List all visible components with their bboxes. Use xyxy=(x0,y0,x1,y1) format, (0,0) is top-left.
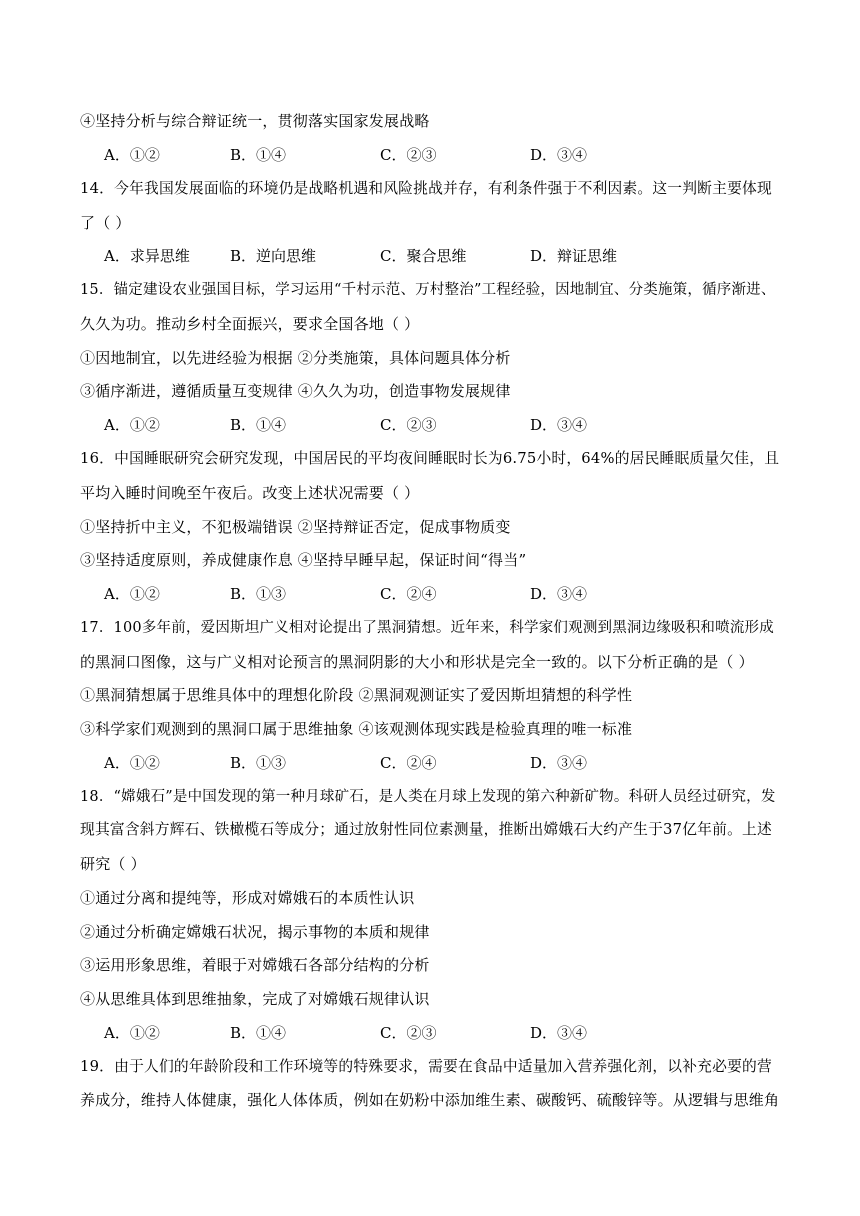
q15-stem-line-2: 久久为功。推动乡村全面振兴，要求全国各地（ ） xyxy=(80,315,420,333)
q16-stem-line-1: 16．中国睡眠研究会研究发现，中国居民的平均夜间睡眠时长为6.75小时，64%的居民睡眠质量欠佳，且 xyxy=(80,450,780,467)
q18-statement-2: ②通过分析确定嫦娥石状况，揭示事物的本质和规律 xyxy=(80,923,430,941)
q18-option-a: A．①② xyxy=(104,1024,160,1042)
q16-statements-3-4: ③坚持适度原则，养成健康作息 ④坚持早睡早起，保证时间“得当” xyxy=(80,551,527,569)
q16-option-a: A．①② xyxy=(104,585,160,603)
q17-stem-line-2: 的黑洞口图像，这与广义相对论预言的黑洞阴影的大小和形状是完全一致的。以下分析正确的是（ ） xyxy=(80,653,754,671)
q18-statement-1: ①通过分离和提纯等，形成对嫦娥石的本质性认识 xyxy=(80,889,415,907)
q13-option-a: A．①② xyxy=(104,146,160,164)
q16-option-d: D．③④ xyxy=(530,585,588,603)
q17-option-a: A．①② xyxy=(104,754,160,772)
q17-statements-3-4: ③科学家们观测到的黑洞口属于思维抽象 ④该观测体现实践是检验真理的唯一标准 xyxy=(80,720,633,738)
q15-stem-line-1: 15．锚定建设农业强国目标，学习运用“千村示范、万村整治”工程经验，因地制宜、分类施策，循序渐进、 xyxy=(80,282,776,298)
q13-option-c: C．②③ xyxy=(380,146,437,164)
q16-option-b: B．①③ xyxy=(230,585,287,603)
q18-option-b: B．①④ xyxy=(230,1024,287,1042)
q16-option-c: C．②④ xyxy=(380,585,437,603)
q17-option-c: C．②④ xyxy=(380,754,437,772)
q14-option-a: A．求异思维 xyxy=(104,247,190,265)
q13-option-b: B．①④ xyxy=(230,146,287,164)
q14-stem-line-2: 了（ ） xyxy=(80,214,131,232)
q19-stem-line-2: 养成分，维持人体健康，强化人体体质，例如在奶粉中添加维生素、碳酸钙、硫酸锌等。从逻辑与思维角 xyxy=(80,1091,780,1109)
q14-stem-line-1: 14．今年我国发展面临的环境仍是战略机遇和风险挑战并存，有利条件强于不利因素。这一判断主要体现 xyxy=(80,180,772,197)
q17-statements-1-2: ①黑洞猜想属于思维具体中的理想化阶段 ②黑洞观测证实了爱因斯坦猜想的科学性 xyxy=(80,686,633,704)
q15-statements-1-2: ①因地制宜，以先进经验为根据 ②分类施策，具体问题具体分析 xyxy=(80,349,511,367)
q17-stem-line-1: 17．100多年前，爱因斯坦广义相对论提出了黑洞猜想。近年来，科学家们观测到黑洞边缘吸积和喷流形成 xyxy=(80,620,774,636)
q18-statement-4: ④从思维具体到思维抽象，完成了对嫦娥石规律认识 xyxy=(80,990,430,1008)
q19-stem-line-1: 19．由于人们的年龄阶段和工作环境等的特殊要求，需要在食品中适量加入营养强化剂，以补充必要的营 xyxy=(80,1058,772,1075)
q16-stem-line-2: 平均入睡时间晚至午夜后。改变上述状况需要（ ） xyxy=(80,484,420,502)
q17-option-d: D．③④ xyxy=(530,754,588,772)
q18-stem-line-3: 研究（ ） xyxy=(80,855,146,873)
q15-option-c: C．②③ xyxy=(380,416,437,434)
q15-option-b: B．①④ xyxy=(230,416,287,434)
q13-statement-4: ④坚持分析与综合辩证统一，贯彻落实国家发展战略 xyxy=(80,112,430,130)
q18-stem-line-1: 18．“嫦娥石”是中国发现的第一种月球矿石，是人类在月球上发现的第六种新矿物。科研人员经过研究，发 xyxy=(80,789,776,805)
q16-statements-1-2: ①坚持折中主义，不犯极端错误 ②坚持辩证否定，促成事物质变 xyxy=(80,518,511,536)
q15-option-a: A．①② xyxy=(104,416,160,434)
q14-option-b: B．逆向思维 xyxy=(230,247,317,265)
q18-option-c: C．②③ xyxy=(380,1024,437,1042)
q17-option-b: B．①③ xyxy=(230,754,287,772)
q14-option-c: C．聚合思维 xyxy=(380,247,467,265)
q18-stem-line-2: 现其富含斜方辉石、铁橄榄石等成分；通过放射性同位素测量，推断出嫦娥石大约产生于37亿年前。上述 xyxy=(80,821,772,838)
q15-option-d: D．③④ xyxy=(530,416,588,434)
q14-option-d: D．辩证思维 xyxy=(530,247,618,265)
q18-option-d: D．③④ xyxy=(530,1024,588,1042)
q15-statements-3-4: ③循序渐进，遵循质量互变规律 ④久久为功，创造事物发展规律 xyxy=(80,382,511,400)
q13-option-d: D．③④ xyxy=(530,146,588,164)
q18-statement-3: ③运用形象思维，着眼于对嫦娥石各部分结构的分析 xyxy=(80,956,430,974)
